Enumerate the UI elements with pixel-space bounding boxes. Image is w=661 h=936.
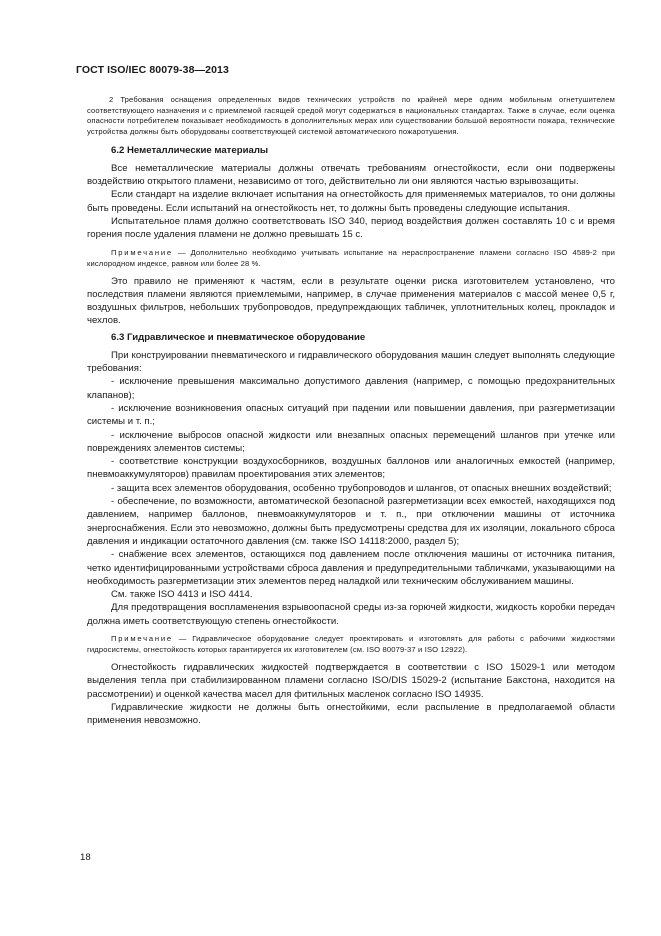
paragraph: Это правило не применяют к частям, если в результате оценки риска изготовителем установлено, что последствия пламени являются приемлемыми, например, в случае применения материалов с массой менее 0,5 г, воздушных фильтров, небольших трубопроводов, предупреждающих табличек, уплотнительных колец, прокладок и чехлов. [87, 275, 615, 327]
paragraph: Для предотвращения воспламенения взрывоопасной среды из-за горючей жидкости, жидкость коробки передач должна иметь соответствующую степень огнестойкости. [87, 602, 615, 627]
note-text: — Гидравлическое оборудование следует проектировать и изготовлять для работы с рабочими жидкостями гидросистемы, огнестойкость которых гарантируется их изготовителем (см. ISO 80079-37 и ISO 12922). [87, 634, 616, 655]
section-heading-6-2: 6.2 Неметаллические материалы [111, 144, 269, 156]
list-item: - соответствие конструкции воздухосборников, воздушных баллонов или аналогичных емкостей (например, пневмоаккумуляторов) правилам проектирования этих элементов; [87, 456, 615, 481]
list-item: - защита всех элементов оборудования, особенно трубопроводов и шлангов, от опасных внешних воздействий; [111, 482, 612, 494]
section-heading-6-3: 6.3 Гидравлическое и пневматическое оборудование [111, 331, 366, 343]
paragraph: Испытательное пламя должно соответствовать ISO 340, период воздействия должен составлять 10 с и время горения после удаления пламени не должно превышать 15 с. [87, 216, 615, 241]
paragraph: Гидравлические жидкости не должны быть огнестойкими, если распыление в предполагаемой области применения невозможно. [87, 701, 615, 727]
page-body [87, 95, 615, 728]
list-item: - обеспечение, по возможности, автоматической безопасной разгерметизации всех емкостей, находящихся под давлением, например баллонов, пневмоаккумуляторов и т. п., при отключении машины от источника энергоснабжения. Если это невозможно, должны быть предусмотрены средства для их изоляции, локального сброса давления и индикации остаточного давления (см. также ISO 14118:2000, раздел 5); [87, 496, 615, 547]
list-item: - исключение выбросов опасной жидкости или внезапных опасных перемещений шлангов при утечке или повреждениях элементов системы; [87, 429, 615, 454]
note [87, 633, 615, 655]
paragraph: Все неметаллические материалы должны отвечать требованиям огнестойкости, если они подвержены воздействию открытого пламени, независимо от того, действительно ли они являются частью взрывозащиты. [87, 162, 615, 188]
paragraph: Если стандарт на изделие включает испытания на огнестойкость для применяемых материалов, то они должны быть проведены. Если испытаний на огнестойкость нет, то должны быть проведены следующие испытания. [87, 189, 615, 214]
list-item: - снабжение всех элементов, остающихся под давлением после отключения машины от источника питания, четко идентифицированными устройствами сброса давления и предупредительными табличками, указывающими на необходимость разгерметизации этих элементов перед наладкой или техническим обслуживанием машины. [87, 549, 615, 587]
note-label: Примечание [111, 247, 173, 257]
footnote: 2 Требования оснащения определенных видов технических устройств по крайней мере одним мобильным огнетушителем соответствующего назначения и с приемлемой гасящей средой могут содержаться в национальных стандартах. Также в случае, если оценка опасности потребителем показывает необходимость в дополнительных мерах или существовании большой вероятности пожара, технические устройства должны быть оборудованы соответствующей системой автоматического пожаротушения. [87, 95, 615, 137]
note [87, 247, 615, 269]
note-text: — Дополнительно необходимо учитывать испытание на нераспространение пламени согласно ISO 4589-2 при кислородном индексе, равном или более 28 %. [87, 247, 615, 268]
paragraph: При конструировании пневматического и гидравлического оборудования машин следует выполнять следующие требования: [87, 349, 615, 375]
list-item: - исключение возникновения опасных ситуаций при падении или повышении давления, при разгерметизации системы и т. п.; [87, 402, 615, 428]
document-header: ГОСТ ISO/IEC 80079-38—2013 [76, 64, 229, 76]
page-number: 18 [80, 852, 91, 863]
paragraph: См. также ISO 4413 и ISO 4414. [111, 589, 253, 601]
list-item: - исключение превышения максимально допустимого давления (например, с помощью предохранительных клапанов); [87, 376, 615, 401]
paragraph: Огнестойкость гидравлических жидкостей подтверждается в соответствии с ISO 15029-1 или методом выделения тепла при стабилизированном пламени согласно ISO/DIS 15029-2 (испытание Бакстона, находится на рассмотрении) и оценкой качества масел для фитильных масленок согласно ISO 14935. [87, 662, 615, 700]
note-label: Примечание [111, 634, 173, 644]
